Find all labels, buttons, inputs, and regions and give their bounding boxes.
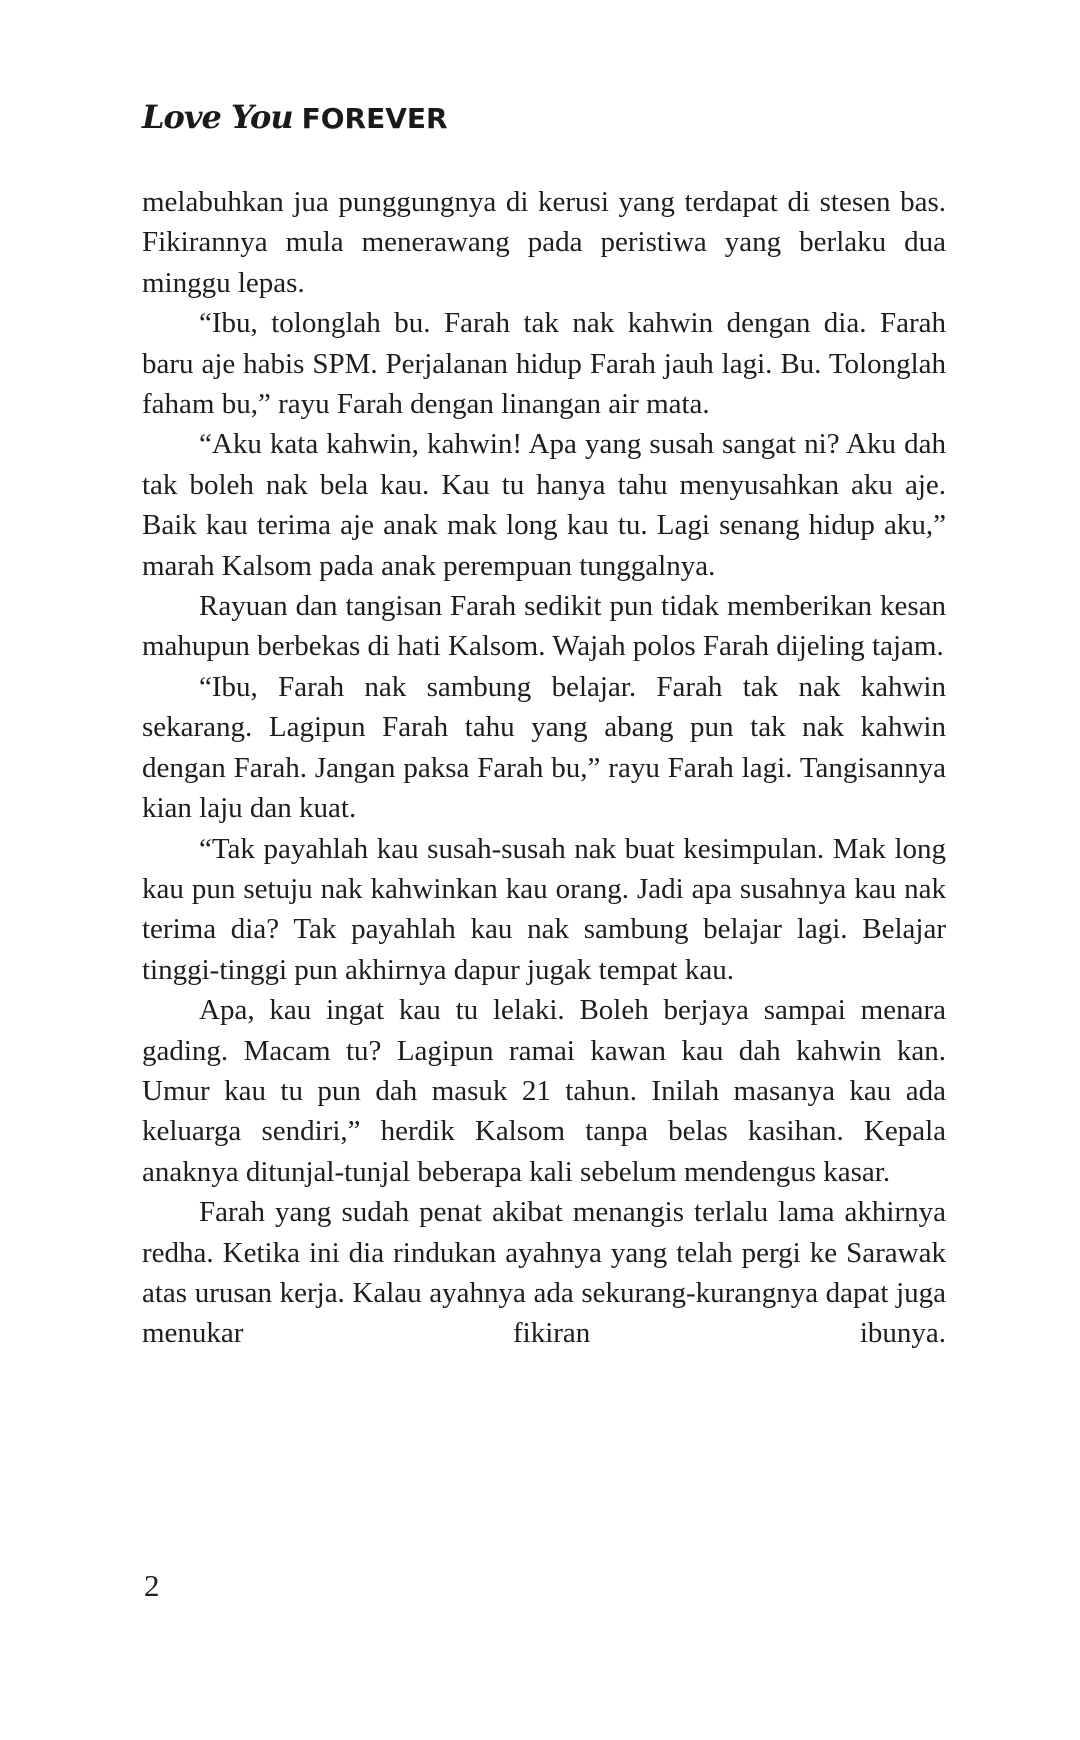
running-header xyxy=(142,98,448,136)
paragraph-6: “Tak payahlah kau susah-susah nak buat kesimpulan. Mak long kau pun setuju nak kahwinkan kau orang. Jadi apa susahnya kau nak terima dia? Tak payahlah kau nak sambung belajar lagi. Belajar tinggi-tinggi pun akhirnya dapur jugak tempat kau. xyxy=(142,832,946,986)
paragraph-4: Rayuan dan tangisan Farah sedikit pun tidak memberikan kesan mahupun berbekas di hati Kalsom. Wajah polos Farah dijeling tajam. xyxy=(142,590,946,663)
paragraph-3: “Aku kata kahwin, kahwin! Apa yang susah sangat ni? Aku dah tak boleh nak bela kau. Kau tu hanya tahu menyusahkan aku aje. Baik kau terima aje anak mak long kau tu. Lagi senang hidup aku,” marah Kalsom pada anak perempuan tunggalnya. xyxy=(142,428,946,582)
paragraph-2: “Ibu, tolonglah bu. Farah tak nak kahwin dengan dia. Farah baru aje habis SPM. Perjalanan hidup Farah jauh lagi. Bu. Tolonglah faham bu,” rayu Farah dengan linangan air mata. xyxy=(142,307,946,421)
page-number: 2 xyxy=(144,1568,160,1603)
paragraph-8: Farah yang sudah penat akibat menangis terlalu lama akhirnya redha. Ketika ini dia rindukan ayahnya yang telah pergi ke Sarawak atas urusan kerja. Kalau ayahnya ada sekurang-kurangnya dapat juga menukar fikiran ibunya. xyxy=(142,1196,946,1350)
series-title-script: Love You xyxy=(142,98,293,136)
paragraph-5: “Ibu, Farah nak sambung belajar. Farah tak nak kahwin sekarang. Lagipun Farah tahu yang abang pun tak nak kahwin dengan Farah. Jangan paksa Farah bu,” rayu Farah lagi. Tangisannya kian laju dan kuat. xyxy=(142,670,946,825)
series-title-caps: FOREVER xyxy=(301,102,448,135)
body-text xyxy=(142,182,946,1354)
paragraph-7: Apa, kau ingat kau tu lelaki. Boleh berjaya sampai menara gading. Macam tu? Lagipun ramai kawan kau dah kahwin kan. Umur kau tu pun dah masuk 21 tahun. Inilah masanya kau ada keluarga sendiri,” herdik Kalsom tanpa belas kasihan. Kepala anaknya ditunjal-tunjal beberapa kali sebelum mendengus kasar. xyxy=(142,994,946,1188)
paragraph-1: melabuhkan jua punggungnya di kerusi yang terdapat di stesen bas. Fikirannya mula menerawang pada peristiwa yang berlaku dua minggu lepas. xyxy=(142,186,946,299)
